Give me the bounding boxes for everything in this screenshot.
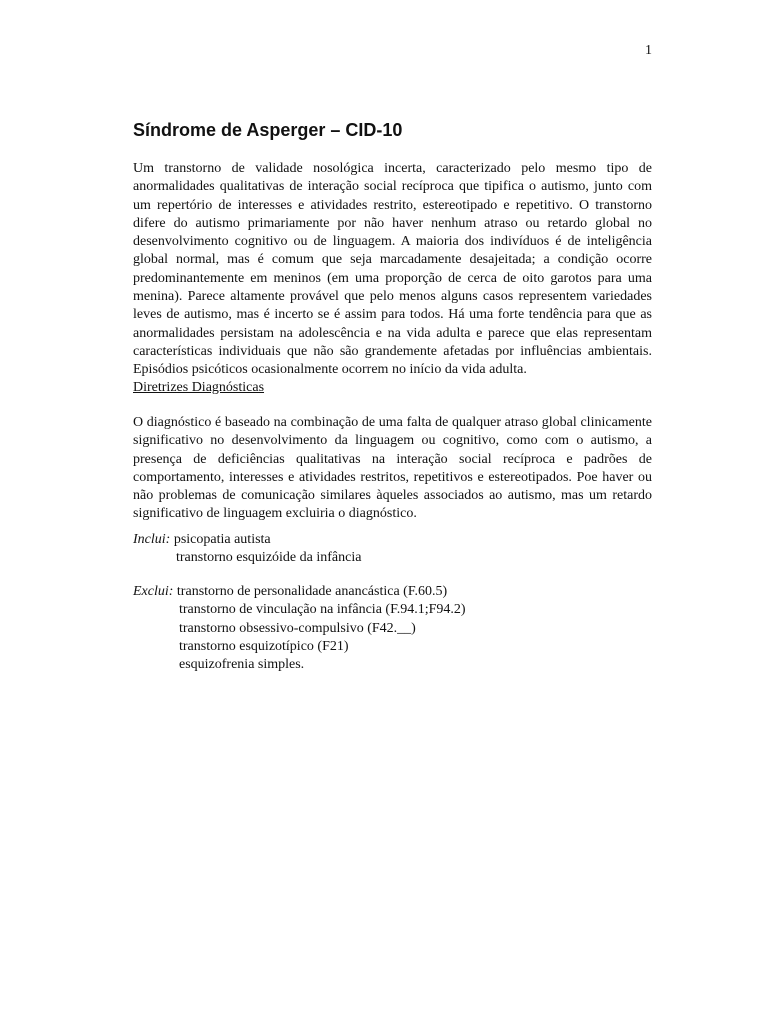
- excludes-item: esquizofrenia simples.: [179, 657, 305, 673]
- excludes-item: transtorno obsessivo-compulsivo (F42.__): [179, 620, 416, 636]
- excludes-label: Exclui:: [133, 584, 174, 599]
- includes-item: transtorno esquizóide da infância: [176, 550, 362, 566]
- includes-list: [133, 531, 361, 568]
- page-number: 1: [645, 43, 652, 58]
- includes-label: Inclui:: [133, 532, 171, 547]
- intro-paragraph: Um transtorno de validade nosológica incerta, caracterizado pelo mesmo tipo de anormalidades qualitativas de interação social recíproca que tipifica o autismo, junto com um repertório de interesses e atividades restrito, estereotipado e repetitivo. O transtorno difere do autismo primariamente por não haver nenhum atraso ou retardo global no desenvolvimento cognitivo ou de linguagem. A maioria dos indivíduos é de inteligência global normal, mas é comum que seja marcadamente desajeitada; a condição ocorre predominantemente em meninos (em uma proporção de cerca de oito garotos para uma menina). Parece altamente provável que pelo menos alguns casos representem variedades leves de autismo, mas é incerto se é assim para todos. Há uma forte tendência para que as anormalidades persistam na adolescência e na vida adulta e parece que elas representam características individuais que não são grandemente afetadas por influências ambientais. Episódios psicóticos ocasionalmente ocorrem no início da vida adulta.: [133, 161, 652, 378]
- excludes-list: [133, 583, 466, 674]
- excludes-item: transtorno esquizotípico (F21): [179, 638, 349, 654]
- includes-first-line: [133, 531, 361, 549]
- diagnostic-guidelines-paragraph: O diagnóstico é baseado na combinação de uma falta de qualquer atraso global clinicamente significativo no desenvolvimento da linguagem ou cognitivo, como com o autismo, a presença de deficiências qualitativas na interação social recíproca e padrões de comportamento, interesses e atividades restritos, repetitivos e estereotipados. Poe haver ou não problemas de comunicação similares àqueles associados ao autismo, mas um retardo significativo de linguagem excluiria o diagnóstico.: [133, 415, 652, 522]
- excludes-first-line: [133, 583, 466, 601]
- section-heading-diagnostic-guidelines: Diretrizes Diagnósticas: [133, 380, 265, 395]
- excludes-item: transtorno de personalidade anancástica (F.60.5): [176, 584, 448, 599]
- document-title: Síndrome de Asperger – CID-10: [133, 120, 403, 140]
- includes-item: psicopatia autista: [173, 532, 271, 547]
- excludes-item: transtorno de vinculação na infância (F.94.1;F94.2): [179, 602, 466, 618]
